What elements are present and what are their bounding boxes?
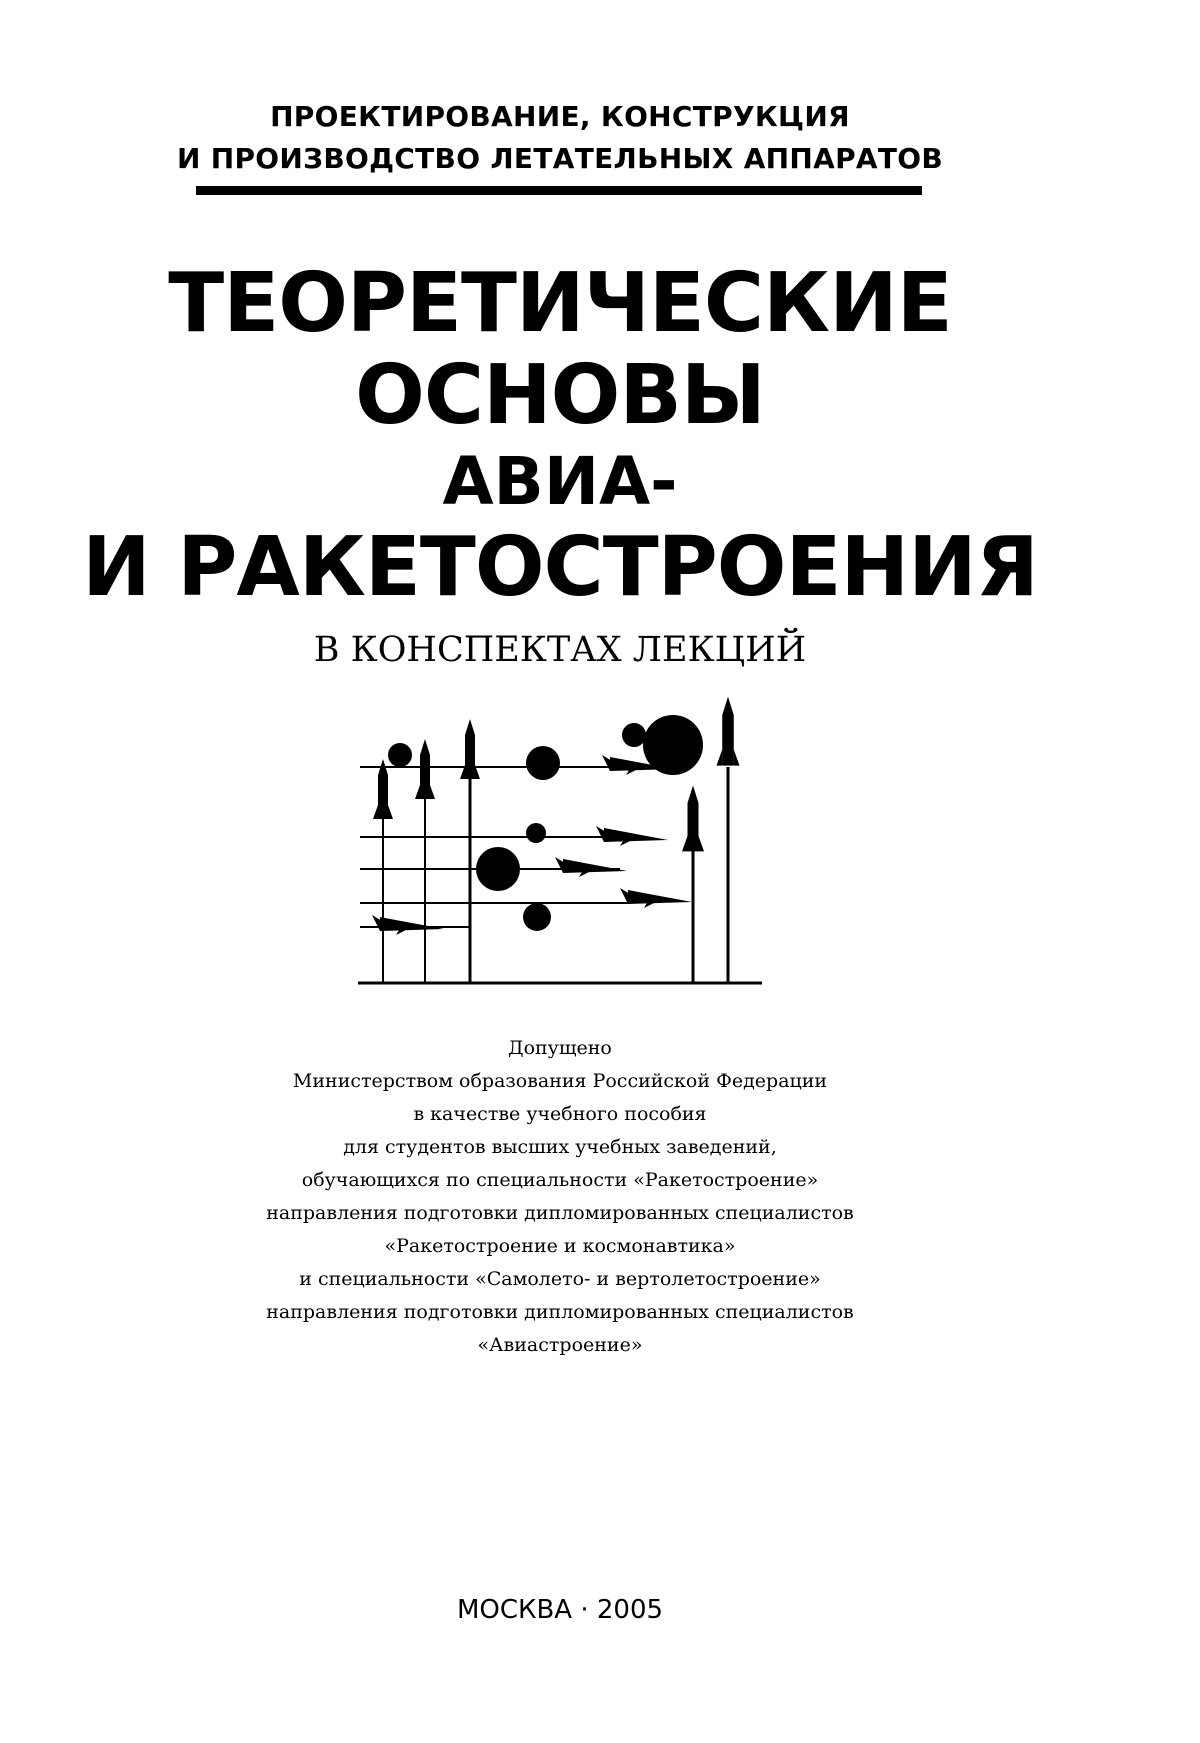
series-header (0, 96, 1120, 180)
approval-line-8: и специальности «Самолето- и вертолетостроение» (299, 1268, 821, 1290)
approval-line-2: Министерством образования Российской Федерации (292, 1070, 828, 1092)
approval-line-1: Допущено (508, 1037, 612, 1059)
approval-line-5: обучающихся по специальности «Ракетостроение» (301, 1169, 819, 1191)
series-line-2: И ПРОИЗВОДСТВО ЛЕТАТЕЛЬНЫХ АППАРАТОВ (176, 142, 944, 175)
header-divider (196, 186, 922, 195)
approval-line-10: «Авиастроение» (477, 1334, 643, 1356)
book-title (0, 258, 1120, 614)
aviation-rocketry-emblem-icon (350, 695, 770, 1005)
subtitle: В КОНСПЕКТАХ ЛЕКЦИЙ (313, 630, 807, 670)
approval-line-4: для студентов высших учебных заведений, (343, 1136, 777, 1158)
title-line-4: И РАКЕТОСТРОЕНИЯ (82, 520, 1038, 615)
title-line-2: ОСНОВЫ (355, 348, 765, 443)
publication-imprint: МОСКВА · 2005 (456, 1595, 664, 1625)
title-line-3: АВИА- (442, 443, 678, 520)
approval-statement (0, 1032, 1120, 1362)
series-line-1: ПРОЕКТИРОВАНИЕ, КОНСТРУКЦИЯ (270, 100, 850, 133)
approval-line-9: направления подготовки дипломированных специалистов (266, 1301, 854, 1323)
approval-line-3: в качестве учебного пособия (413, 1103, 707, 1125)
approval-line-7: «Ракетостроение и космонавтика» (384, 1235, 736, 1257)
title-line-1: ТЕОРЕТИЧЕСКИЕ (168, 256, 952, 351)
approval-line-6: направления подготовки дипломированных специалистов (266, 1202, 854, 1224)
